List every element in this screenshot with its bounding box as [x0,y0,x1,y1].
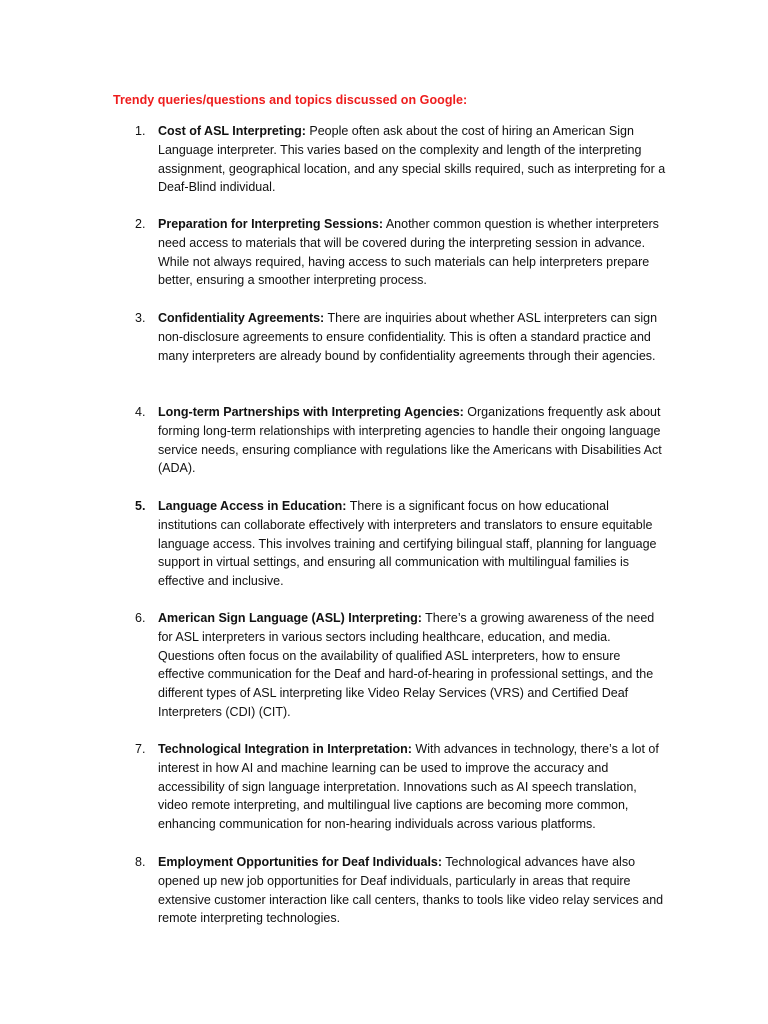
item-body [158,853,668,928]
item-body [158,740,668,834]
item-number: 1. [135,124,146,138]
item-term: Long-term Partnerships with Interpreting Agencies: [158,405,464,419]
item-number: 3. [135,311,146,325]
item-term: American Sign Language (ASL) Interpreting: [158,611,422,625]
item-number: 7. [135,742,146,756]
item-number: 8. [135,855,146,869]
item-body [158,609,668,722]
item-text: Another common question is whether interpreters need access to materials that will be covered during the interpreting session in advance. While not always required, having access to such materials can help interpreters prepare better, ensuring a smoother interpreting process. [158,217,659,288]
item-term: Technological Integration in Interpretation: [158,742,412,756]
item-body [158,497,668,591]
item-text: People often ask about the cost of hiring an American Sign Language interpreter. This varies based on the complexity and length of the interpreting assignment, geographical location, and any special skills required, such as interpreting for a Deaf-Blind individual. [158,124,666,195]
item-term: Preparation for Interpreting Sessions: [158,217,384,231]
item-body [158,309,668,365]
item-term: Confidentiality Agreements: [158,311,325,325]
item-number: 6. [135,611,146,625]
item-text: There’s a growing awareness of the need for ASL interpreters in various sectors including healthcare, education, and media. Questions often focus on the availability of qualified ASL interpreters, how to ensure effective communication for the Deaf and hard-of-hearing in professional settings, and the different types of ASL interpreting like Video Relay Services (VRS) and Certified Deaf Interpreters (CDI) (CIT). [158,611,655,719]
item-body [158,122,668,197]
item-body [158,403,668,478]
item-term: Language Access in Education: [158,499,347,513]
item-text: Organizations frequently ask about forming long-term relationships with interpreting agencies to handle their ongoing language service needs, ensuring compliance with regulations like the Americans with Disabilities Act (ADA). [158,405,662,476]
item-number: 2. [135,217,146,231]
item-text: There is a significant focus on how educational institutions can collaborate effectively with interpreters and translators to ensure equitable language access. This involves training and certifying bilingual staff, planning for language support in virtual settings, and ensuring all communication with multilingual families is effective and inclusive. [158,499,657,589]
item-number: 4. [135,405,146,419]
item-body [158,215,668,290]
item-term: Employment Opportunities for Deaf Individuals: [158,855,443,869]
item-text: There are inquiries about whether ASL interpreters can sign non-disclosure agreements to ensure confidentiality. This is often a standard practice and many interpreters are already bound by confidentiality agreements through their agencies. [158,311,658,363]
item-number: 5. [135,499,146,513]
item-text: With advances in technology, there’s a lot of interest in how AI and machine learning can be used to improve the accuracy and accessibility of sign language interpretation. Innovations such as AI speech translation, video remote interpreting, and multilingual live captions are becoming more common, enhancing communication for non-hearing individuals across various platforms. [158,742,659,832]
item-text: Technological advances have also opened up new job opportunities for Deaf individuals, particularly in areas that require extensive customer interaction like call centers, thanks to tools like video relay services and remote interpreting technologies. [158,855,664,926]
document-heading: Trendy queries/questions and topics discussed on Google: [113,93,468,107]
item-term: Cost of ASL Interpreting: [158,124,306,138]
